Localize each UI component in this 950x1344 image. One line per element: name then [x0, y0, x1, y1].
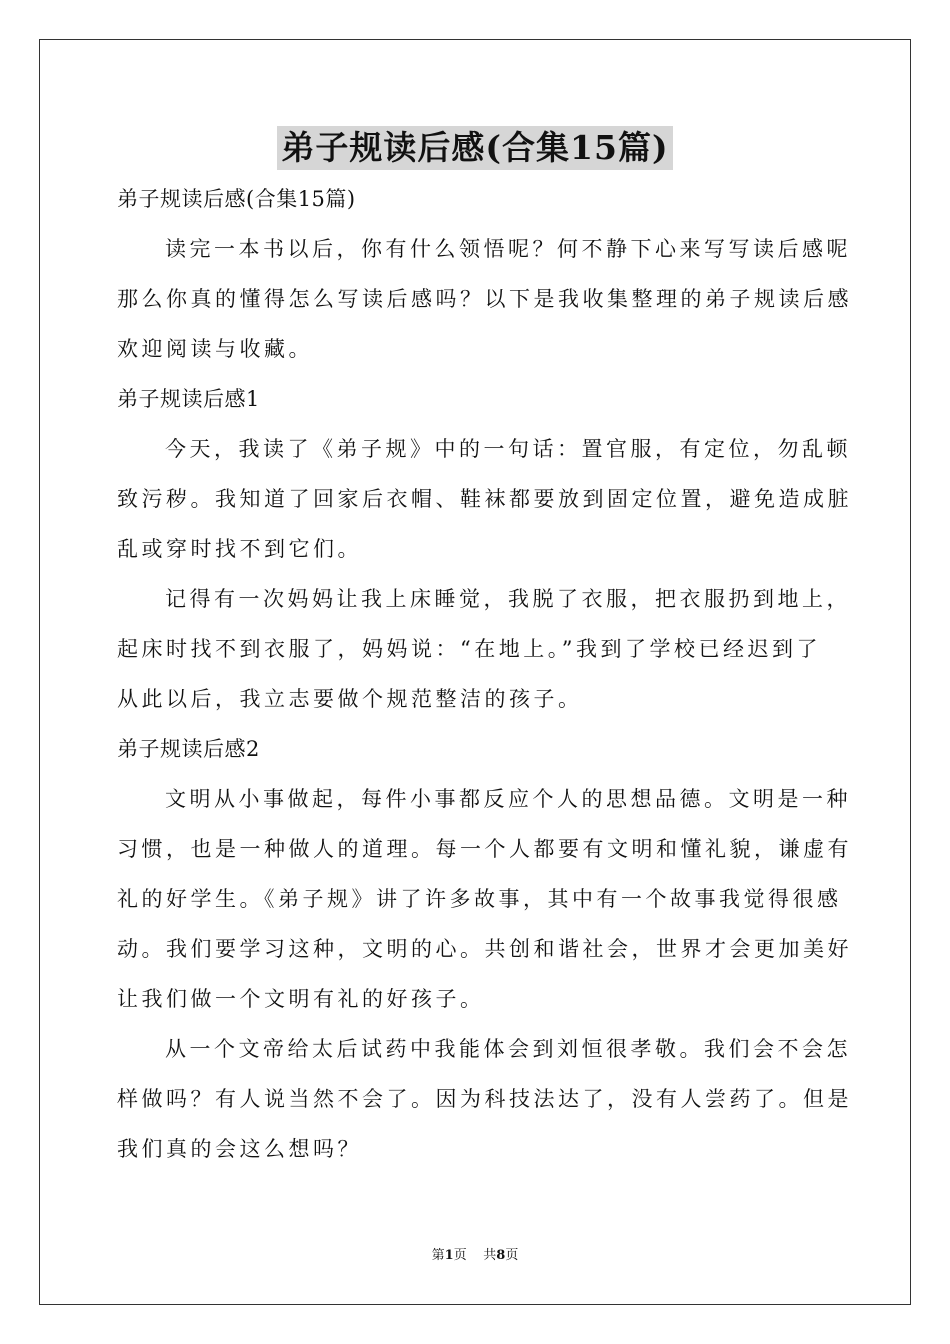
paragraph-line: 我们真的会这么想吗？	[117, 1137, 362, 1161]
title-container	[0, 126, 950, 170]
document-subtitle: 弟子规读后感(合集15篇)	[117, 187, 356, 211]
paragraph-line: 乱或穿时找不到它们。	[117, 537, 362, 561]
section-heading: 弟子规读后感2	[117, 737, 260, 761]
page-footer	[0, 1247, 950, 1265]
section-heading: 弟子规读后感1	[117, 387, 260, 411]
page-suffix: 页	[453, 1248, 467, 1263]
paragraph-line: 动。我们要学习这种，文明的心。共创和谐社会，世界才会更加美好	[117, 937, 852, 961]
paragraph-line: 记得有一次妈妈让我上床睡觉，我脱了衣服，把衣服扔到地上，	[165, 587, 851, 611]
intro-line: 那么你真的懂得怎么写读后感吗？以下是我收集整理的弟子规读后感	[117, 287, 852, 311]
page-current: 1	[444, 1248, 454, 1263]
page-total: 8	[496, 1248, 506, 1263]
paragraph-line: 致污秽。我知道了回家后衣帽、鞋袜都要放到固定位置，避免造成脏	[117, 487, 852, 511]
paragraph-line: 从此以后，我立志要做个规范整洁的孩子。	[117, 687, 583, 711]
paragraph-line: 样做吗？有人说当然不会了。因为科技法达了，没有人尝药了。但是	[117, 1087, 852, 1111]
intro-line: 欢迎阅读与收藏。	[117, 337, 313, 361]
paragraph-line: 习惯，也是一种做人的道理。每一个人都要有文明和懂礼貌，谦虚有	[117, 837, 852, 861]
document-title: 弟子规读后感(合集15篇)	[277, 126, 672, 170]
paragraph-line: 起床时找不到衣服了，妈妈说：“在地上。”我到了学校已经迟到了	[117, 637, 821, 661]
paragraph-line: 从一个文帝给太后试药中我能体会到刘恒很孝敬。我们会不会怎	[165, 1037, 851, 1061]
intro-line: 读完一本书以后，你有什么领悟呢？何不静下心来写写读后感呢	[165, 237, 851, 261]
page-border	[39, 39, 911, 1305]
paragraph-line: 文明从小事做起，每件小事都反应个人的思想品德。文明是一种	[165, 787, 851, 811]
page-prefix: 第	[431, 1248, 445, 1263]
total-suffix: 页	[505, 1248, 519, 1263]
paragraph-line: 让我们做一个文明有礼的好孩子。	[117, 987, 485, 1011]
total-prefix: 共	[483, 1248, 497, 1263]
paragraph-line: 礼的好学生。《弟子规》讲了许多故事，其中有一个故事我觉得很感	[117, 887, 842, 911]
paragraph-line: 今天，我读了《弟子规》中的一句话：置官服，有定位，勿乱顿	[165, 437, 851, 461]
